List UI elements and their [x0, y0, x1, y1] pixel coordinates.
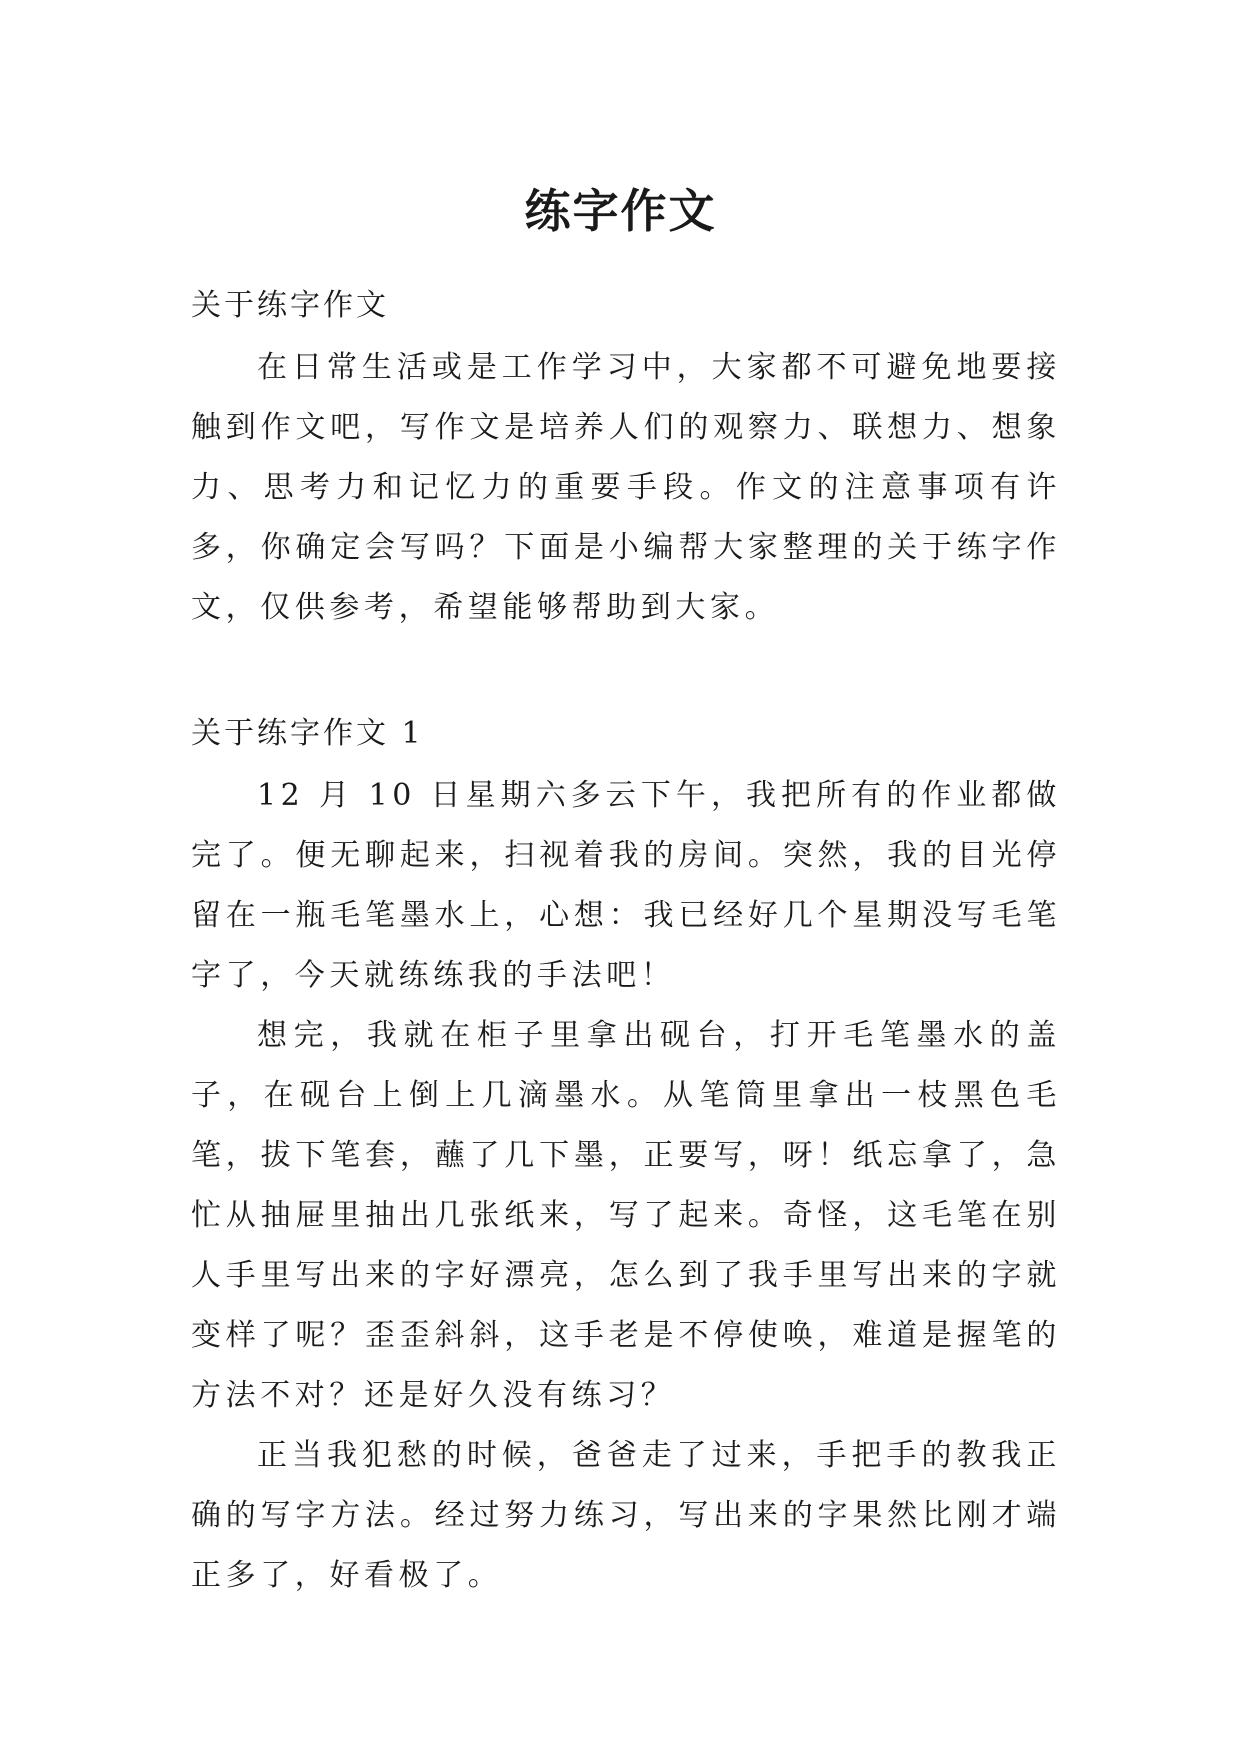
section-1-paragraph-2: 想完，我就在柜子里拿出砚台，打开毛笔墨水的盖子，在砚台上倒上几滴墨水。从笔筒里拿出一枝黑色毛笔，拔下笔套，蘸了几下墨，正要写，呀！纸忘拿了，急忙从抽屉里抽出几张纸来，写了起来。奇怪，这毛笔在别人手里写出来的字好漂亮，怎么到了我手里写出来的字就变样了呢？歪歪斜斜，这手老是不停使唤，难道是握笔的方法不对？还是好久没有练习？ — [191, 1018, 1061, 1413]
section-spacer — [191, 638, 1061, 714]
document-title: 练字作文 — [524, 183, 717, 238]
section-1-heading: 关于练字作文 1 — [191, 716, 424, 751]
intro-heading: 关于练字作文 — [191, 288, 389, 323]
intro-paragraph: 在日常生活或是工作学习中，大家都不可避免地要接触到作文吧，写作文是培养人们的观察力、联想力、想象力、思考力和记忆力的重要手段。作文的注意事项有许多，你确定会写吗？下面是小编帮大家整理的关于练字作文，仅供参考，希望能够帮助到大家。 — [191, 350, 1061, 625]
section-1-paragraph-3: 正当我犯愁的时候，爸爸走了过来，手把手的教我正确的写字方法。经过努力练习，写出来的字果然比刚才端正多了，好看极了。 — [191, 1438, 1061, 1593]
section-1-paragraph-1: 12 月 10 日星期六多云下午，我把所有的作业都做完了。便无聊起来，扫视着我的房间。突然，我的目光停留在一瓶毛笔墨水上，心想：我已经好几个星期没写毛笔字了，今天就练练我的手法吧！ — [191, 778, 1061, 993]
document-body — [191, 286, 1061, 1606]
